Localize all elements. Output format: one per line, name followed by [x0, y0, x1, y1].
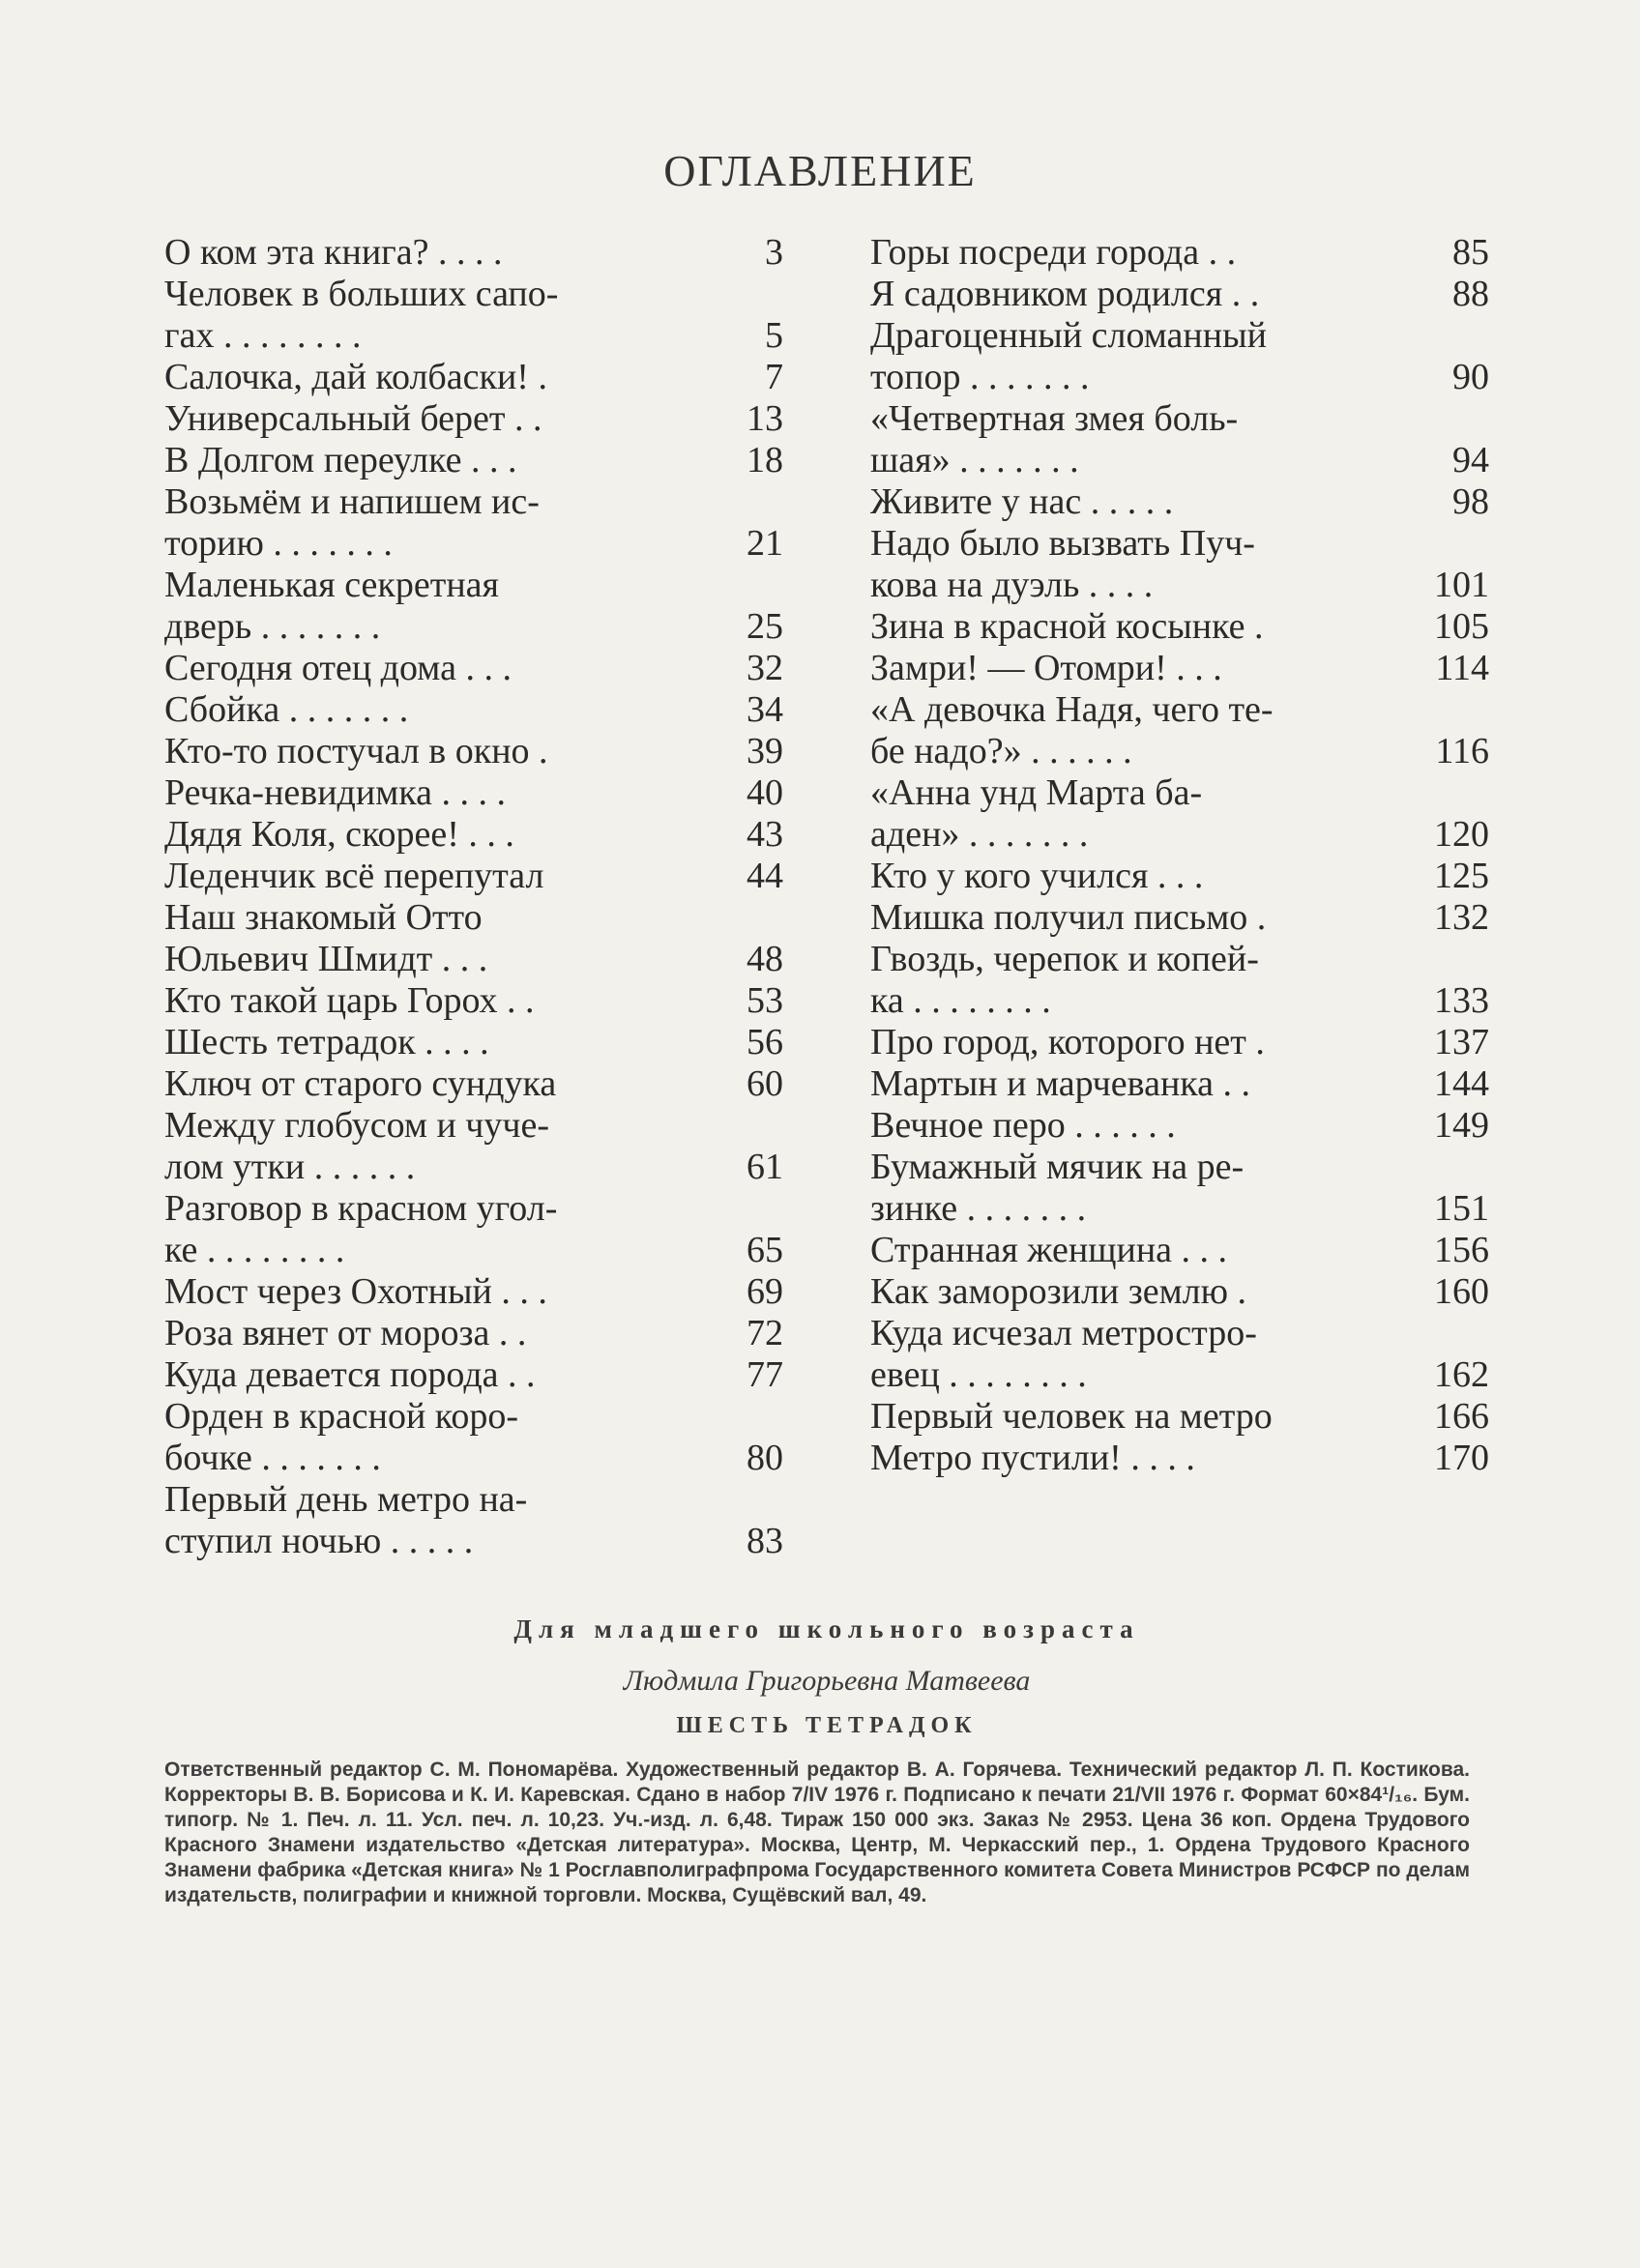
toc-entry-title: Куда девается порода . .: [164, 1354, 536, 1395]
toc-entry-title: Метро пустили! . . . .: [870, 1438, 1195, 1478]
toc-entry-page: 98: [1452, 481, 1489, 522]
toc-entry-page: 149: [1434, 1105, 1489, 1146]
toc-entry-page: 80: [747, 1438, 783, 1478]
toc-entry-page: 137: [1434, 1022, 1489, 1062]
toc-entry-title: Возьмём и напишем ис- торию . . . . . . .: [164, 481, 540, 564]
toc-entry: [870, 1105, 1489, 1147]
toc-entry: [164, 856, 783, 897]
toc-entry: [164, 772, 783, 814]
toc-entry-title: Зина в красной косынке .: [870, 606, 1264, 647]
toc-entry-title: Вечное перо . . . . . .: [870, 1105, 1176, 1146]
toc-entry-title: Мишка получил письмо .: [870, 897, 1267, 938]
toc-entry-title: Разговор в красном угол- ке . . . . . . . .: [164, 1188, 558, 1270]
toc-entry-page: 85: [1452, 232, 1489, 273]
toc-entry-page: 5: [765, 315, 783, 356]
toc-entry-page: 25: [747, 606, 783, 647]
toc-entry-page: 7: [765, 357, 783, 397]
toc-entry-page: 44: [747, 856, 783, 896]
audience-note: Для младшего школьного возраста: [513, 1614, 1140, 1643]
toc-entry-page: 40: [747, 772, 783, 813]
toc-entry-title: Гвоздь, черепок и копей- ка . . . . . . . .: [870, 939, 1259, 1021]
toc-entry-title: В Долгом переулке . . .: [164, 440, 517, 480]
toc-entry: [164, 814, 783, 856]
toc-entry: [870, 606, 1489, 648]
toc-entry: [164, 1396, 783, 1479]
toc-entry-title: Кто такой царь Горох . .: [164, 980, 535, 1021]
toc-entry-title: Леденчик всё перепутал: [164, 856, 544, 896]
toc-entry: [870, 939, 1489, 1022]
toc-entry: [870, 274, 1489, 315]
toc-entry: [164, 1313, 783, 1354]
toc-entry: [164, 731, 783, 772]
toc-entry-page: 83: [747, 1521, 783, 1561]
author-name: Людмила Григорьевна Матвеева: [623, 1665, 1031, 1697]
toc-entry-page: 32: [747, 648, 783, 688]
toc-entry-page: 34: [747, 689, 783, 730]
toc-entry: [870, 648, 1489, 689]
toc-entry-title: Мартын и марчеванка . .: [870, 1063, 1251, 1104]
toc-entry: [164, 440, 783, 481]
toc-entry-title: Про город, которого нет .: [870, 1022, 1265, 1062]
toc-entry-page: 39: [747, 731, 783, 771]
toc-entry-title: Куда исчезал метростро- евец . . . . . . . .: [870, 1313, 1257, 1395]
toc-entry-page: 144: [1434, 1063, 1489, 1104]
toc-entry-title: Маленькая секретная дверь . . . . . . .: [164, 565, 500, 647]
toc-entry-page: 18: [747, 440, 783, 480]
toc-entry-page: 65: [747, 1230, 783, 1270]
toc-entry-page: 72: [747, 1313, 783, 1353]
toc-entry: [870, 523, 1489, 606]
toc-entry: [870, 1230, 1489, 1271]
toc-entry-page: 60: [747, 1063, 783, 1104]
toc-entry-page: 53: [747, 980, 783, 1021]
toc-entry-page: 48: [747, 939, 783, 979]
toc-entry-title: Универсальный берет . .: [164, 398, 542, 439]
toc-entry: [164, 274, 783, 357]
toc-entry-title: Я садовником родился . .: [870, 274, 1260, 314]
toc-entry: [164, 1188, 783, 1271]
toc-entry: [164, 648, 783, 689]
toc-entry-title: Первый день метро на- ступил ночью . . . . .: [164, 1479, 528, 1561]
toc-entry-page: 88: [1452, 274, 1489, 314]
toc-entry-title: Сбойка . . . . . . .: [164, 689, 409, 730]
toc-entry: [164, 357, 783, 398]
toc-entry-title: Драгоценный сломанный топор . . . . . . .: [870, 315, 1267, 397]
toc-entry: [870, 315, 1489, 398]
toc-entry: [870, 772, 1489, 856]
toc-entry-title: «Четвертная змея боль- шая» . . . . . . .: [870, 398, 1239, 480]
toc-entry-title: Горы посреди города . .: [870, 232, 1237, 273]
toc-entry-page: 43: [747, 814, 783, 855]
toc-entry-page: 3: [765, 232, 783, 273]
toc-entry-title: О ком эта книга? . . . .: [164, 232, 503, 273]
toc-entry-title: Как заморозили землю .: [870, 1271, 1247, 1312]
toc-entry: [870, 1271, 1489, 1313]
toc-entry: [870, 897, 1489, 939]
toc-entry: [870, 689, 1489, 772]
toc-entry: [870, 1313, 1489, 1396]
toc-entry-title: Сегодня отец дома . . .: [164, 648, 512, 688]
toc-entry-page: 69: [747, 1271, 783, 1312]
toc-entry: [870, 1438, 1489, 1479]
toc-entry: [164, 398, 783, 440]
toc-entry-page: 133: [1434, 980, 1489, 1021]
toc-entry: [870, 481, 1489, 523]
toc-entry-title: Салочка, дай колбаски! .: [164, 357, 547, 397]
toc-entry: [164, 897, 783, 980]
toc-entry-page: 101: [1434, 565, 1489, 605]
toc-entry-title: Шесть тетрадок . . . .: [164, 1022, 489, 1062]
toc-entry-page: 116: [1435, 731, 1489, 771]
toc-left-column: [164, 232, 783, 1562]
toc-entry-title: Странная женщина . . .: [870, 1230, 1228, 1270]
toc-entry: [164, 481, 783, 565]
toc-entry: [164, 1354, 783, 1396]
toc-entry-title: Живите у нас . . . . .: [870, 481, 1174, 522]
toc-entry-page: 160: [1434, 1271, 1489, 1312]
toc-entry-page: 170: [1434, 1438, 1489, 1478]
toc-entry-page: 105: [1434, 606, 1489, 647]
toc-entry: [870, 856, 1489, 897]
toc-entry-page: 166: [1434, 1396, 1489, 1437]
toc-entry-title: Орден в красной коро- бочке . . . . . . .: [164, 1396, 518, 1478]
toc-entry: [870, 398, 1489, 481]
toc-entry-page: 77: [747, 1354, 783, 1395]
toc-entry: [164, 1105, 783, 1188]
toc-entry-page: 90: [1452, 357, 1489, 397]
book-title: ШЕСТЬ ТЕТРАДОК: [676, 1713, 978, 1738]
toc-entry-title: Первый человек на метро: [870, 1396, 1273, 1437]
toc-entry-page: 125: [1434, 856, 1489, 896]
page-title: ОГЛАВЛЕНИЕ: [663, 146, 977, 195]
toc-entry-page: 56: [747, 1022, 783, 1062]
toc-entry-page: 132: [1434, 897, 1489, 938]
toc-entry: [870, 232, 1489, 274]
toc-entry-title: Роза вянет от мороза . .: [164, 1313, 527, 1353]
toc-entry-title: Наш знакомый Отто Юльевич Шмидт . . .: [164, 897, 488, 979]
toc-entry-page: 21: [747, 523, 783, 564]
toc-entry: [164, 1271, 783, 1313]
toc-entry-title: Бумажный мячик на ре- зинке . . . . . . .: [870, 1147, 1245, 1229]
toc-entry: [164, 565, 783, 648]
toc-entry-title: Ключ от старого сундука: [164, 1063, 557, 1104]
toc-entry-title: «А девочка Надя, чего те- бе надо?» . . . . . .: [870, 689, 1274, 771]
toc-entry-title: «Анна унд Марта ба- аден» . . . . . . .: [870, 772, 1203, 855]
toc-entry-title: Кто у кого учился . . .: [870, 856, 1204, 896]
toc-entry: [870, 1063, 1489, 1105]
toc-entry-page: 120: [1434, 814, 1489, 855]
toc-entry-title: Между глобусом и чуче- лом утки . . . . . .: [164, 1105, 550, 1187]
toc-entry-title: Кто-то постучал в окно .: [164, 731, 548, 771]
toc-entry: [164, 232, 783, 274]
toc-entry-title: Надо было вызвать Пуч- кова на дуэль . . . .: [870, 523, 1255, 605]
toc-entry: [870, 1022, 1489, 1063]
toc-entry-page: 162: [1434, 1354, 1489, 1395]
toc-entry-title: Человек в больших сапо- гах . . . . . . . .: [164, 274, 559, 356]
toc-entry-title: Мост через Охотный . . .: [164, 1271, 547, 1312]
toc-entry: [164, 1479, 783, 1562]
toc-entry: [870, 1147, 1489, 1230]
toc-entry-title: Замри! — Отомри! . . .: [870, 648, 1222, 688]
toc-entry-page: 13: [747, 398, 783, 439]
toc-entry-page: 61: [747, 1147, 783, 1187]
toc-entry-page: 114: [1435, 648, 1489, 688]
toc-entry: [164, 980, 783, 1022]
toc-entry: [164, 689, 783, 731]
toc-entry-page: 151: [1434, 1188, 1489, 1229]
toc-entry-page: 94: [1452, 440, 1489, 480]
toc-entry: [870, 1396, 1489, 1438]
toc-right-column: [870, 232, 1489, 1479]
toc-entry-title: Дядя Коля, скорее! . . .: [164, 814, 514, 855]
toc-entry: [164, 1022, 783, 1063]
toc-entry: [164, 1063, 783, 1105]
toc-entry-page: 156: [1434, 1230, 1489, 1270]
imprint-text: Ответственный редактор С. М. Пономарёва. Художественный редактор В. А. Горячева. Технический редактор Л. П. Костикова. Корректоры В. В. Борисова и К. И. Каревская. Сдано в набор 7/IV 1976 г. Подписано к печати 21/VII 1976 г. Формат 60×84¹/₁₆. Бум. типогр. № 1. Печ. л. 11. Усл. печ. л. 10,23. Уч.-изд. л. 6,48. Тираж 150 000 экз. Заказ № 2953. Цена 36 коп. Ордена Трудового Красного Знамени издательство «Детская литература». Москва, Центр, М. Черкасский пер., 1. Ордена Трудового Красного Знамени фабрика «Детская книга» № 1 Росглавполиграфпрома Государственного комитета Совета Министров РСФСР по делам издательств, полиграфии и книжной торговли. Москва, Сущёвский вал, 49.: [164, 1759, 1470, 1906]
toc-entry-title: Речка-невидимка . . . .: [164, 772, 507, 813]
